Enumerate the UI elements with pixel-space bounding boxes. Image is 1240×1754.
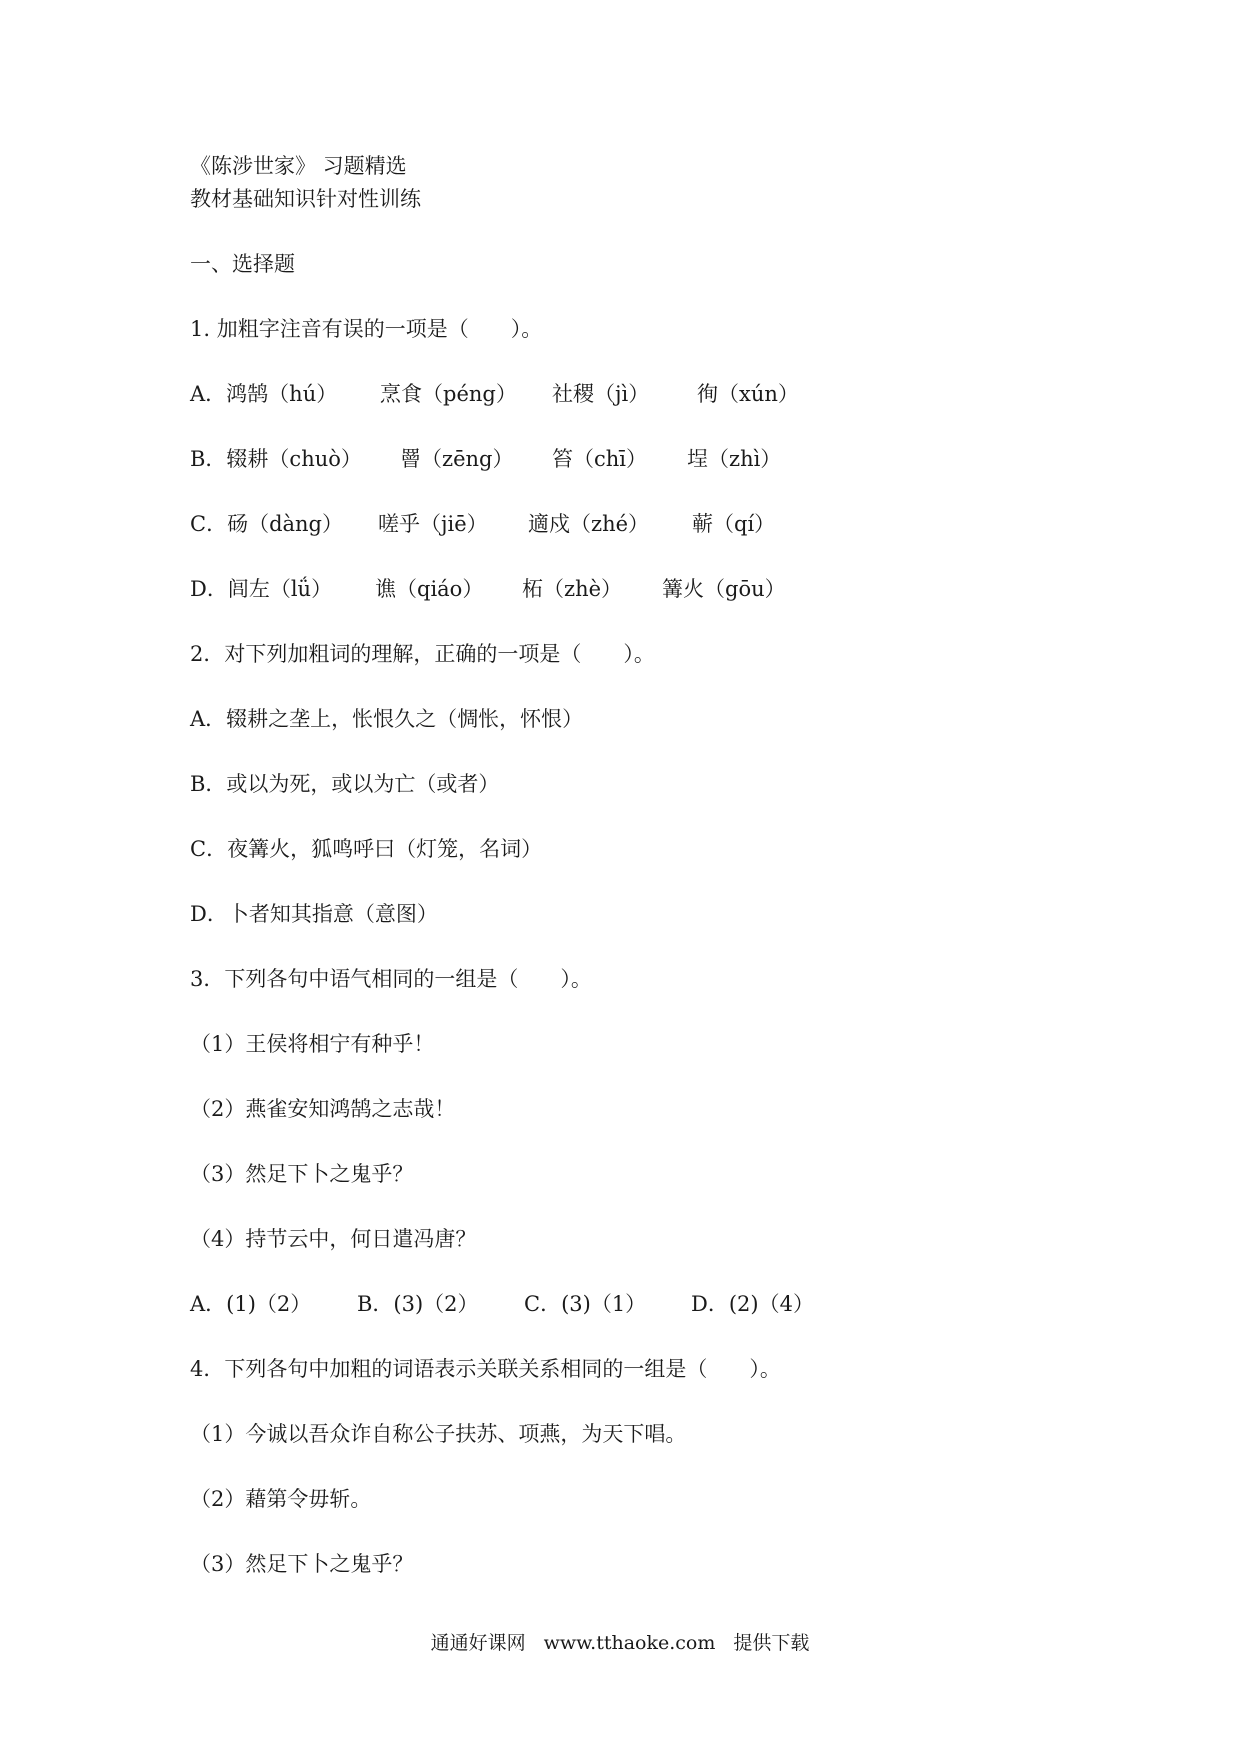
section-heading: 一、选择题 — [190, 252, 295, 276]
option-b-item-1: B．辍耕（chuò） — [190, 447, 362, 471]
footer-note: 提供下载 — [733, 1632, 810, 1654]
question-1-stem: 1. 加粗字注音有误的一项是（ ）。 — [190, 317, 543, 341]
question-3-item-3: （3）然足下卜之鬼乎？ — [190, 1162, 414, 1186]
question-3-item-2: （2）燕雀安知鸿鹄之志哉！ — [190, 1097, 456, 1121]
option-c-item-4: 蕲（qí） — [692, 512, 776, 536]
question-4-item-2: （2）藉第令毋斩。 — [190, 1487, 372, 1511]
option-c-item-2: 嗟乎（jiē） — [378, 512, 488, 536]
page-subtitle: 教材基础知识针对性训练 — [190, 187, 421, 211]
question-2-option-c: C．夜篝火，狐鸣呼曰（灯笼，名词） — [190, 837, 543, 861]
option-d-item-2: 谯（qiáo） — [375, 577, 484, 601]
question-3-stem: 3．下列各句中语气相同的一组是（ ）。 — [190, 967, 592, 991]
question-3-choice-b: B．(3)（2） — [357, 1292, 479, 1316]
question-3-item-4: （4）持节云中，何日遣冯唐？ — [190, 1227, 477, 1251]
option-d-item-3: 柘（zhè） — [522, 577, 623, 601]
option-b-item-2: 罾（zēng） — [400, 447, 514, 471]
option-b-item-3: 笞（chī） — [552, 447, 648, 471]
question-2-option-a: A．辍耕之垄上，怅恨久之（惆怅，怀恨） — [190, 707, 584, 731]
footer-url-link[interactable]: www.tthaoke.com — [543, 1632, 716, 1654]
question-3-item-1: （1）王侯将相宁有种乎！ — [190, 1032, 435, 1056]
option-c-item-3: 適戍（zhé） — [528, 512, 650, 536]
question-3-choice-a: A．(1)（2） — [190, 1292, 312, 1316]
question-4-stem: 4．下列各句中加粗的词语表示关联关系相同的一组是（ ）。 — [190, 1357, 781, 1381]
option-a-item-4: 徇（xún） — [697, 382, 799, 406]
question-2-option-b: B．或以为死，或以为亡（或者） — [190, 772, 500, 796]
option-a-item-3: 社稷（jì） — [552, 382, 650, 406]
option-a-item-1: A．鸿鹄（hú） — [190, 382, 338, 406]
question-2-stem: 2．对下列加粗词的理解，正确的一项是（ ）。 — [190, 642, 655, 666]
page-footer — [0, 1630, 1240, 1656]
question-3-choice-d: D．(2)（4） — [691, 1292, 814, 1316]
option-a-item-2: 烹食（péng） — [380, 382, 517, 406]
question-4-item-3: （3）然足下卜之鬼乎？ — [190, 1552, 414, 1576]
footer-site-name: 通通好课网 — [430, 1632, 526, 1654]
option-c-item-1: C．砀（dàng） — [190, 512, 343, 536]
question-4-item-1: （1）今诚以吾众诈自称公子扶苏、项燕，为天下唱。 — [190, 1422, 687, 1446]
question-2-option-d: D．卜者知其指意（意图） — [190, 902, 438, 926]
page-title: 《陈涉世家》 习题精选 — [190, 154, 407, 178]
option-b-item-4: 埕（zhì） — [687, 447, 782, 471]
option-d-item-1: D．闾左（lǘ） — [190, 577, 333, 601]
question-3-choice-c: C．(3)（1） — [524, 1292, 647, 1316]
option-d-item-4: 篝火（gōu） — [662, 577, 786, 601]
